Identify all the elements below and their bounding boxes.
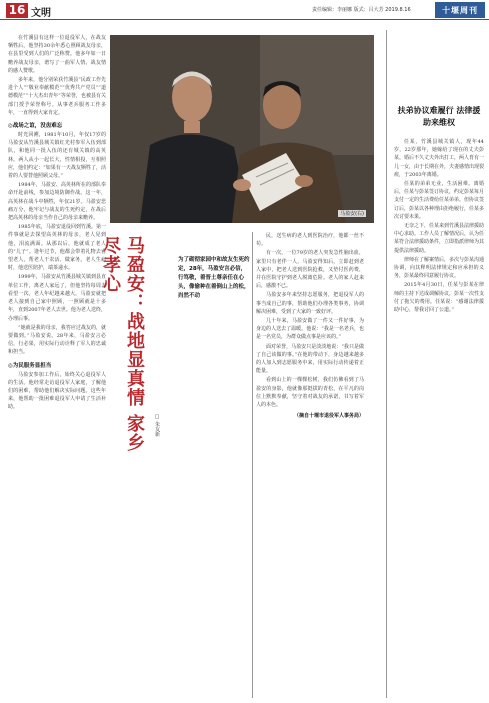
body-paragraph: 几十年来，马盈安做了一件又一件好事，为身边的人送去了温暖。他说：“我是一名老兵，也是一名党员，为群众做点事是应该的。” bbox=[256, 318, 364, 341]
body-paragraph: 1999年，马盈安从竹溪县城关镇到县直单位工作，离老人家远了，但他坚持每周去看望一次。老人年纪越来越大，马盈安就把老人接到自己家中照顾，一照顾就是十多年，直到2007年老人去世。他为老人送终，办理后事。 bbox=[8, 274, 106, 322]
intro-paragraph: 多年来，他分别荣获竹溪县“民政工作先进个人”“敬业奉献模范”“优秀共产党员”“道德模范”“十大杰出青年”等荣誉，也被县有关部门授予荣誉称号。从事老兵服务工作多年，一直得到大家肯定。 bbox=[8, 77, 106, 116]
article-column-2 bbox=[256, 232, 364, 419]
page-header bbox=[0, 0, 489, 20]
column-divider bbox=[386, 30, 387, 698]
title-block bbox=[100, 236, 176, 466]
newspaper-brand: 十堰周刊 bbox=[435, 2, 485, 18]
body-paragraph: 面对荣誉，马盈安只是淡淡地说：“我只是做了自己该做的事。”在他的带动下，身边越来越多的人加入到志愿服务中来，用实际行动传递着正能量。 bbox=[256, 343, 364, 375]
article-headline: 马盈安：战地显真情 家乡尽孝心 bbox=[100, 236, 145, 453]
body-paragraph: 任某的弟弟无业，生活困难。离婚后，任某与彭某签订协议，约定彭某每月支付一定的生活费给任某弟弟。但协议签订后，彭某以各种理由拒绝履行，任某多次讨要未果。 bbox=[394, 181, 485, 220]
article-photo bbox=[110, 35, 374, 223]
intro-paragraph: 在竹溪县有这样一位退役军人，在战友牺牲后，他坚持30余年悉心照顾战友母亲，在县里受到人们的广泛称赞。他多年如一日赡养战友母亲，谱写了一曲军人情、战友情的感人赞歌。 bbox=[8, 35, 106, 74]
article-source: （摘自十堰市退役军人事务局） bbox=[293, 413, 364, 420]
editor-credits: 责任编辑：李丽娜 版式：吕大芳 2019.8.16 bbox=[312, 7, 411, 13]
column-divider bbox=[252, 232, 253, 698]
body-paragraph: 有一次，一位79岁的老人突发急性脑出血，家里只有老伴一人，马盈安得知后，立即赶到老人家中，把老人送到医院抢救，又垫付医药费，并在医院守护到老人脱离危险。老人的家人赶来后，感激不已。 bbox=[256, 250, 364, 290]
subheading: ◎战场之谊，没齿难忘 bbox=[8, 123, 63, 130]
body-paragraph: 律师在了解案情后，多次与彭某沟通协调，向其释明法律规定和应承担的义务，彭某最终同意履行协议。 bbox=[394, 256, 485, 280]
body-paragraph: 1984年，马盈安、高英林所在的部队奉命开赴前线，参加边境防御作战。这一年，高英林在战斗中牺牲，年仅21岁。马盈安悲痛万分，他牢记与战友的生死约定，在战后把高英林的母亲当作自己的母亲来赡养。 bbox=[8, 182, 106, 222]
body-paragraph: 时光回溯，1981年10月，年仅17岁的马盈安从竹溪县城关镇红光村参军入伍到部队，和他同一批入伍的还有城关镇的高英林。两人从小一起长大，性情相投，互相照应，他们约定：“如果有一天战友牺牲了，活着的人要替他照顾父母。” bbox=[8, 132, 106, 180]
article-byline: □ 朱友新 bbox=[154, 414, 160, 437]
body-paragraph: 2015年4月30日，任某与彭某在律师的主持下达成调解协议，彭某一次性支付了拖欠的费用。任某说：“感谢法律援助中心，帮我讨回了公道。” bbox=[394, 282, 485, 314]
body-paragraph: “她就是我的母亲，我答应过战友的，就要做到。”马盈安说。28年来，马盈安言必信，行必果，用实际行动诠释了军人的忠诚和担当。 bbox=[8, 324, 106, 356]
subheading: ◎为民服务显担当 bbox=[8, 362, 52, 369]
body-paragraph: 任某，竹溪县城关镇人，现年44岁，22岁那年，她嫁给了现在的丈夫彭某。婚后不久丈夫外出打工，两人育有一儿一女，由于长期在外，夫妻感情出现裂痕，于2003年离婚。 bbox=[394, 139, 485, 178]
side-article-body bbox=[394, 138, 484, 315]
side-article-title: 扶弟协议难履行 法律援助来维权 bbox=[397, 105, 481, 127]
photo-credit: 马盈安(右) bbox=[340, 211, 364, 217]
section-name: 文明 bbox=[31, 8, 51, 19]
body-paragraph: 民，送生病的老人到医院治疗，他都一丝不苟。 bbox=[256, 233, 364, 248]
page-number: 16 bbox=[6, 3, 28, 18]
body-paragraph: 看到山上的一棵棵松树，我们仿佛看到了马盈安的身影，他就像那挺拔的青松，在平凡的岗位上默默奉献，坚守着对战友的承诺，书写着军人的本色。 bbox=[256, 377, 364, 409]
body-paragraph: 无奈之下，任某来到竹溪县法律援助中心求助。工作人员了解情况后，认为任某符合法律援助条件，立即指派律师为其提供法律援助。 bbox=[394, 223, 485, 254]
body-paragraph: 马盈安多年来坚持志愿服务，把退役军人的事当成自己的事，帮助他们办理各类事务，协调解决困难，受到了大家的一致好评。 bbox=[256, 292, 364, 315]
photo-illustration bbox=[110, 35, 374, 223]
body-paragraph: 1985年底，马盈安退役回到竹溪。第一件事就是去探望高英林的母亲，老人见到他，泪流满面。从那以后，他就成了老人的“儿子”。逢年过节，他都会带着礼物去看望老人，帮老人干农活、做家务。老人生病时，他送医陪护，端茶递水。 bbox=[8, 224, 106, 272]
photo-caption: 为了砌彻家园中和故友生死约定，28年，马盈安言必信，行笃敬，着晋土尊亲任在心头，像偷种在着倒山上的松，岿然不动 bbox=[178, 257, 250, 299]
body-paragraph: 马盈安参加工作后，始终关心退役军人的生活。他经常走访退役军人家庭，了解他们的困难，帮助他们解决实际问题。这些年来，他帮助一批困难退役军人申请了生活补助。 bbox=[8, 371, 106, 411]
article-column-1 bbox=[8, 34, 106, 413]
